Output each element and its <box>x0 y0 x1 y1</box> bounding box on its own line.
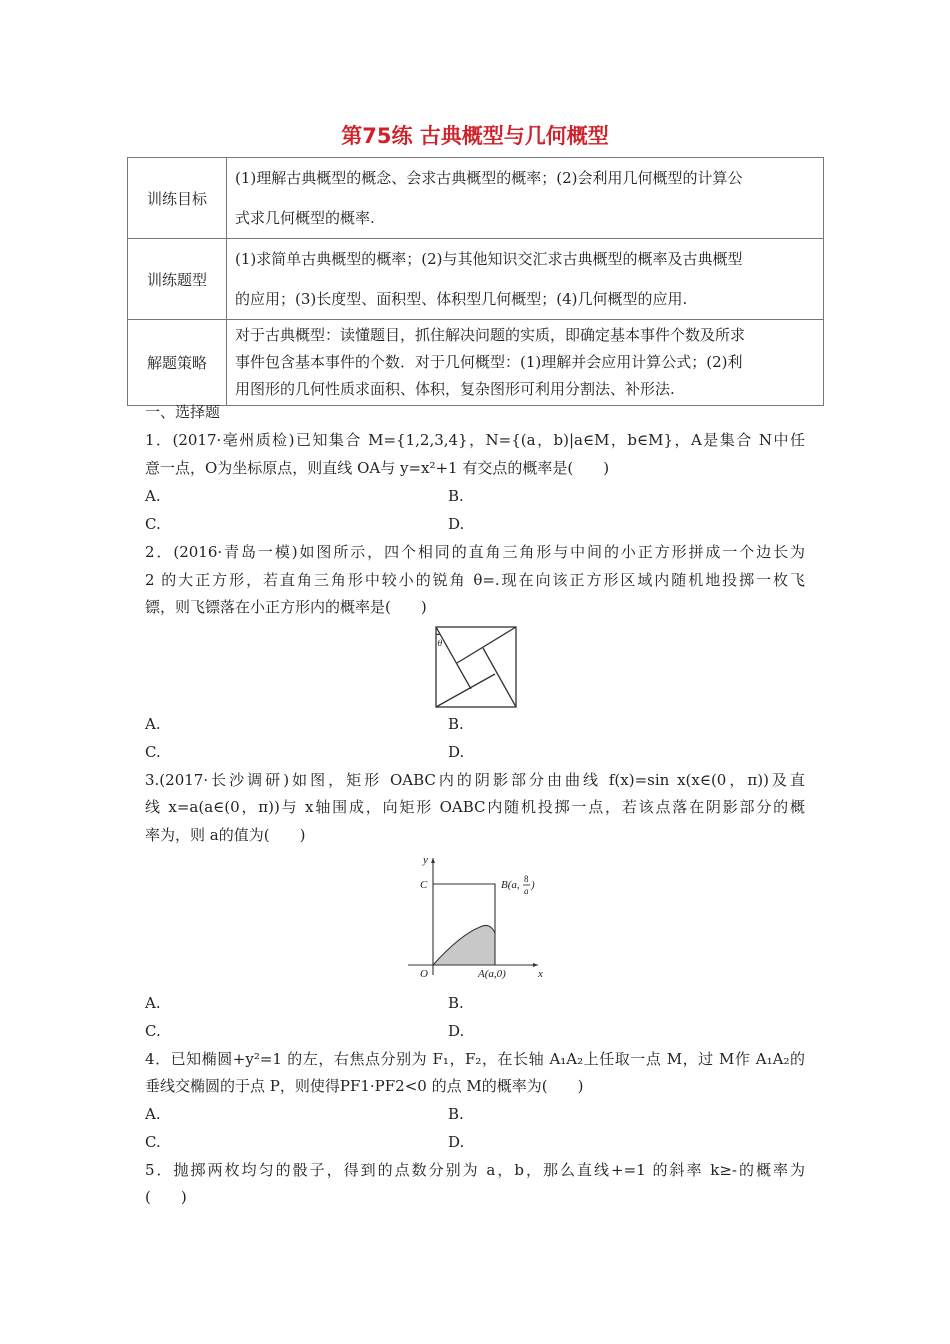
point-b-denominator: a <box>524 886 529 896</box>
option-a: A. <box>145 1105 161 1123</box>
question-3-line: 率为，则 a的值为( ) <box>145 826 306 844</box>
option-d: D. <box>448 743 465 761</box>
option-b: B. <box>448 487 464 505</box>
row-line: 式求几何概型的概率. <box>235 209 375 227</box>
row-line: 的应用；(3)长度型、面积型、体积型几何概型；(4)几何概型的应用. <box>235 290 688 308</box>
point-b-close: ) <box>531 879 535 891</box>
row-label: 解题策略 <box>128 320 227 406</box>
option-a: A. <box>145 715 161 733</box>
page-title: 第75练 古典概型与几何概型 <box>341 124 609 148</box>
section-heading: 一、选择题 <box>145 403 221 421</box>
row-line: 用图形的几何性质求面积、体积，复杂图形可利用分割法、补形法. <box>235 380 675 398</box>
question-1-line: 意一点，O为坐标原点，则直线 OA与 y=x²+1 有交点的概率是( ) <box>145 459 610 477</box>
question-5-line: 5．抛掷两枚均匀的骰子，得到的点数分别为 a，b，那么直线+=1 的斜率 k≥-的概率为 <box>145 1161 805 1179</box>
option-c: C. <box>145 743 161 761</box>
table-row <box>128 320 824 406</box>
point-c-label: C <box>420 879 428 891</box>
row-line: 对于古典概型：读懂题目，抓住解决问题的实质，即确定基本事件个数及所求 <box>235 326 746 344</box>
x-axis-label: x <box>538 968 543 980</box>
point-a-label: A(a,0) <box>478 968 506 980</box>
question-3-line: 3.(2017·长沙调研)如图，矩形 OABC内的阴影部分由曲线 f(x)=sin x(x∈(0，π))及直 <box>145 771 805 789</box>
row-line: (1)求简单古典概型的概率；(2)与其他知识交汇求古典概型的概率及古典概型 <box>235 250 743 268</box>
option-c: C. <box>145 1133 161 1151</box>
row-label: 训练题型 <box>128 239 227 320</box>
question-4-line: 垂线交椭圆的于点 P，则使得PF1·PF2<0 的点 M的概率为( ) <box>145 1077 584 1095</box>
table-row <box>128 239 824 320</box>
option-d: D. <box>448 1022 465 1040</box>
theta-label: θ <box>437 639 443 648</box>
question-4-line: 4．已知椭圆+y²=1 的左，右焦点分别为 F₁，F₂，在长轴 A₁A₂上任取一点 M，过 M作 A₁A₂的 <box>145 1050 805 1068</box>
point-o-label: O <box>420 968 428 980</box>
row-line: 事件包含基本事件的个数．对于几何概型：(1)理解并会应用计算公式；(2)利 <box>235 353 743 371</box>
row-content <box>227 158 824 239</box>
option-a: A. <box>145 994 161 1012</box>
goals-table <box>127 157 824 406</box>
option-d: D. <box>448 515 465 533</box>
question-2-line: 2 的大正方形，若直角三角形中较小的锐角 θ=.现在向该正方形区域内随机地投掷一枚飞 <box>145 571 805 589</box>
option-b: B. <box>448 715 464 733</box>
option-c: C. <box>145 1022 161 1040</box>
row-content <box>227 239 824 320</box>
point-b-numerator: 8 <box>524 874 529 884</box>
option-a: A. <box>145 487 161 505</box>
question-1-line: 1．(2017·亳州质检)已知集合 M={1,2,3,4}，N={(a，b)|a∈M，b∈M}，A是集合 N中任 <box>145 431 805 449</box>
pinwheel-square-figure <box>433 624 519 710</box>
outer-square <box>436 627 516 707</box>
point-b-label: B(a, <box>501 879 520 891</box>
sine-area-figure <box>400 850 560 985</box>
row-content <box>227 320 824 406</box>
table-row <box>128 158 824 239</box>
option-b: B. <box>448 994 464 1012</box>
question-2-line: 镖，则飞镖落在小正方形内的概率是( ) <box>145 598 427 616</box>
option-b: B. <box>448 1105 464 1123</box>
row-line: (1)理解古典概型的概念、会求古典概型的概率；(2)会利用几何概型的计算公 <box>235 169 743 187</box>
option-c: C. <box>145 515 161 533</box>
option-d: D. <box>448 1133 465 1151</box>
question-3-line: 线 x=a(a∈(0，π))与 x轴围成，向矩形 OABC内随机投掷一点，若该点落在阴影部分的概 <box>145 798 805 816</box>
question-2-line: 2．(2016·青岛一模)如图所示，四个相同的直角三角形与中间的小正方形拼成一个边长为 <box>145 543 805 561</box>
question-5-line: ( ) <box>145 1188 187 1206</box>
row-label: 训练目标 <box>128 158 227 239</box>
y-axis-label: y <box>423 854 428 866</box>
